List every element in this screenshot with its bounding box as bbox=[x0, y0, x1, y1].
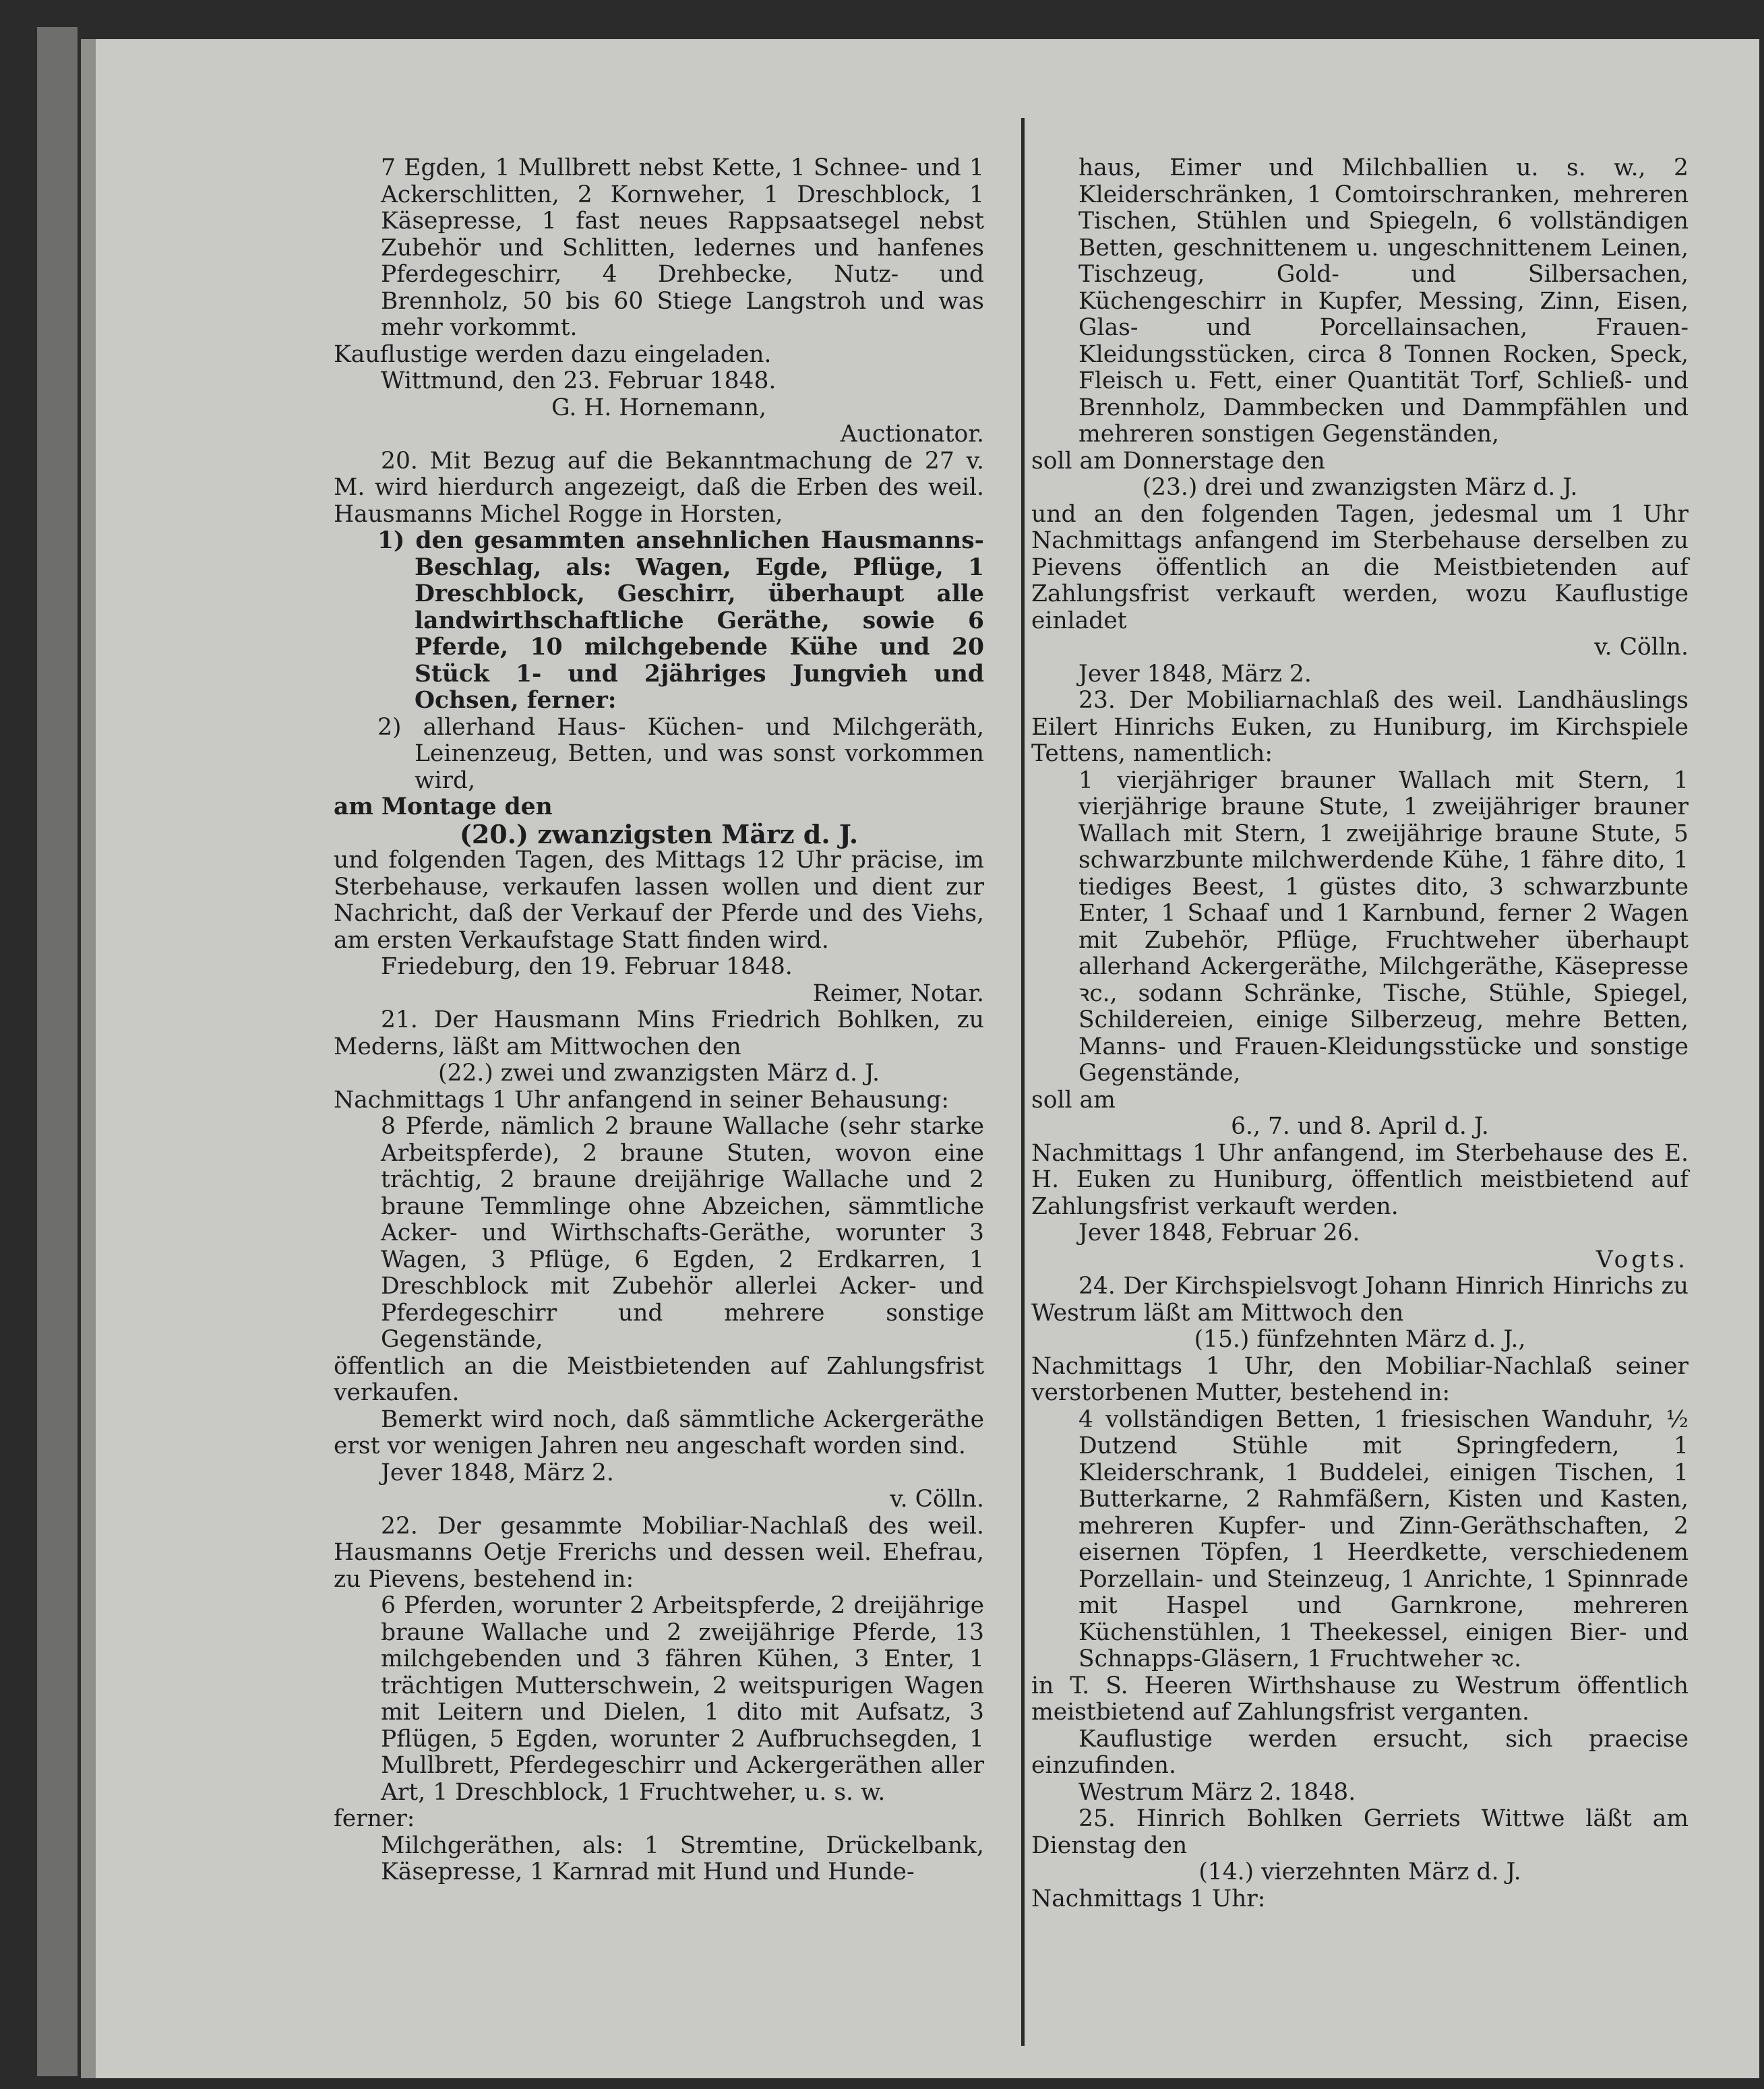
right-paragraph: Nachmittags 1 Uhr: bbox=[1031, 1885, 1266, 1912]
right-paragraph: v. Cölln. bbox=[1594, 634, 1689, 661]
right-paragraph: soll am Donnerstage den bbox=[1031, 447, 1325, 475]
column-divider bbox=[1021, 118, 1025, 2046]
left-paragraph: (20.) zwanzigsten März d. J. bbox=[459, 818, 859, 849]
right-paragraph: Westrum März 2. 1848. bbox=[1078, 1778, 1356, 1806]
left-paragraph: Bemerkt wird noch, daß sämmtliche Ackergeräthe erst vor wenigen Jahren neu angeschaft worden sind. bbox=[334, 1405, 984, 1459]
left-paragraph: 20. Mit Bezug auf die Bekanntmachung de 27 v. M. wird hierdurch angezeigt, daß die Erben des weil. Hausmanns Michel Rogge in Horsten, bbox=[334, 447, 984, 528]
right-paragraph: 1 vierjähriger brauner Wallach mit Stern, 1 vierjährige braune Stute, 1 zweijähriger brauner Wallach mit Stern, 1 zweijährige braune Stute, 5 schwarzbunte milchwerdende Kühe, 1 fähre dito, 1 tiediges Beest, 1 güstes dito, 3 schwarzbunte Enter, 1 Schaaf und 1 Karnbund, ferner 2 Wagen mit Zubehör, Pflüge, Fruchtweher überhaupt allerhand Ackergeräthe, Milchgeräthe, Käsepresse ꝛc., sodann Schränke, Tische, Stühle, Spiegel, Schildereien, einige Silberzeug, mehre Betten, Manns- und Frauen-Kleidungsstücke und sonstige Gegenstände, bbox=[1078, 766, 1689, 1087]
right-paragraph: (14.) vierzehnten März d. J. bbox=[1198, 1858, 1521, 1885]
right-paragraph: Nachmittags 1 Uhr anfangend, im Sterbehause des E. H. Euken zu Huniburg, öffentlich meistbietend auf Zahlungsfrist verkauft werden. bbox=[1031, 1139, 1689, 1220]
left-paragraph: Kauflustige werden dazu eingeladen. bbox=[334, 340, 772, 368]
left-paragraph: (22.) zwei und zwanzigsten März d. J. bbox=[438, 1060, 880, 1087]
left-paragraph: 7 Egden, 1 Mullbrett nebst Kette, 1 Schnee- und 1 Ackerschlitten, 2 Kornweher, 1 Dreschblock, 1 Käsepresse, 1 fast neues Rappsaatsegel nebst Zubehör und Schlitten, ledernes und hanfenes Pferdegeschirr, 4 Drehbecke, Nutz- und Brennholz, 50 bis 60 Stiege Langstroh und was mehr vorkommt. bbox=[381, 154, 984, 341]
right-paragraph: (23.) drei und zwanzigsten März d. J. bbox=[1142, 474, 1578, 501]
book-spine-edge bbox=[37, 27, 78, 2076]
right-paragraph: in T. S. Heeren Wirthshause zu Westrum öffentlich meistbietend auf Zahlungsfrist verganten. bbox=[1031, 1672, 1689, 1726]
left-paragraph: Auctionator. bbox=[840, 421, 984, 448]
left-paragraph: öffentlich an die Meistbietenden auf Zahlungsfrist verkaufen. bbox=[334, 1352, 984, 1406]
right-paragraph: Vogts. bbox=[1595, 1246, 1689, 1273]
right-paragraph: Kauflustige werden ersucht, sich praecise einzufinden. bbox=[1031, 1725, 1689, 1779]
right-paragraph: Jever 1848, Februar 26. bbox=[1078, 1219, 1360, 1246]
left-paragraph: Reimer, Notar. bbox=[812, 979, 984, 1007]
left-paragraph: 2) allerhand Haus- Küchen- und Milchgeräth, Leinenzeug, Betten, und was sonst vorkommen wird, bbox=[377, 713, 984, 794]
left-paragraph: 21. Der Hausmann Mins Friedrich Bohlken, zu Mederns, läßt am Mittwochen den bbox=[334, 1006, 984, 1060]
left-paragraph: v. Cölln. bbox=[890, 1486, 984, 1513]
left-paragraph: am Montage den bbox=[334, 793, 553, 820]
right-paragraph: haus, Eimer und Milchballien u. s. w., 2 Kleiderschränken, 1 Comtoirschranken, mehreren Tischen, Stühlen und Spiegeln, 6 vollständigen Betten, geschnittenem u. ungeschnittenem Leinen, Tischzeug, Gold- und Silbersachen, Küchengeschirr in Kupfer, Messing, Zinn, Eisen, Glas- und Porcellainsachen, Frauen-Kleidungsstücken, circa 8 Tonnen Rocken, Speck, Fleisch u. Fett, einer Quantität Torf, Schließ- und Brennholz, Dammbecken und Dammpfählen und mehreren sonstigen Gegenständen, bbox=[1078, 154, 1689, 448]
right-paragraph: Nachmittags 1 Uhr, den Mobiliar-Nachlaß seiner verstorbenen Mutter, bestehend in: bbox=[1031, 1352, 1689, 1406]
left-paragraph: Milchgeräthen, als: 1 Stremtine, Drückelbank, Käsepresse, 1 Karnrad mit Hund und Hunde- bbox=[381, 1831, 984, 1885]
right-paragraph: 4 vollständigen Betten, 1 friesischen Wanduhr, ½ Dutzend Stühle mit Springfedern, 1 Kleiderschrank, 1 Buddelei, einigen Tischen, 1 Butterkarne, 2 Rahmfäßern, Kisten und Kasten, mehreren Kupfer- und Zinn-Geräthschaften, 2 eisernen Töpfen, 1 Heerdkette, verschiedenem Porzellain- und Steinzeug, 1 Anrichte, 1 Spinnrade mit Haspel und Garnkrone, mehreren Küchenstühlen, 1 Theekessel, einigen Bier- und Schnapps-Gläsern, 1 Fruchtweher ꝛc. bbox=[1078, 1405, 1689, 1672]
left-paragraph: 22. Der gesammte Mobiliar-Nachlaß des weil. Hausmanns Oetje Frerichs und dessen weil. Ehefrau, zu Pievens, bestehend in: bbox=[334, 1512, 984, 1593]
left-paragraph: 8 Pferde, nämlich 2 braune Wallache (sehr starke Arbeitspferde), 2 braune Stuten, wovon eine trächtig, 2 braune dreijährige Wallache und 2 braune Temmlinge ohne Abzeichen, sämmtliche Acker- und Wirthschafts-Geräthe, worunter 3 Wagen, 3 Pflüge, 6 Egden, 2 Erdkarren, 1 Dreschblock mit Zubehör allerlei Acker- und Pferdegeschirr und mehrere sonstige Gegenstände, bbox=[381, 1113, 984, 1353]
right-paragraph: Jever 1848, März 2. bbox=[1078, 660, 1312, 688]
left-paragraph: 6 Pferden, worunter 2 Arbeitspferde, 2 dreijährige braune Wallache und 2 zweijährige Pferde, 13 milchgebenden und 3 fähren Kühen, 3 Enter, 1 trächtigen Mutterschwein, 2 weitspurigen Wagen mit Leitern und Dielen, 1 dito mit Aufsatz, 3 Pflügen, 5 Egden, worunter 2 Aufbruchsegden, 1 Mullbrett, Pferdegeschirr und Ackergeräthen aller Art, 1 Dreschblock, 1 Fruchtweher, u. s. w. bbox=[381, 1592, 984, 1806]
left-column bbox=[334, 155, 984, 1886]
left-paragraph: Friedeburg, den 19. Februar 1848. bbox=[381, 953, 793, 980]
right-paragraph: 25. Hinrich Bohlken Gerriets Wittwe läßt am Dienstag den bbox=[1031, 1805, 1689, 1859]
left-paragraph: Wittmund, den 23. Februar 1848. bbox=[381, 367, 777, 394]
right-paragraph: (15.) fünfzehnten März d. J., bbox=[1194, 1326, 1526, 1353]
left-paragraph: ferner: bbox=[334, 1805, 415, 1832]
right-paragraph: soll am bbox=[1031, 1086, 1116, 1114]
right-paragraph: 24. Der Kirchspielsvogt Johann Hinrich Hinrichs zu Westrum läßt am Mittwoch den bbox=[1031, 1273, 1689, 1327]
right-column bbox=[1031, 155, 1689, 1912]
left-paragraph: Nachmittags 1 Uhr anfangend in seiner Behausung: bbox=[334, 1086, 949, 1114]
right-paragraph: 23. Der Mobiliarnachlaß des weil. Landhäuslings Eilert Hinrichs Euken, zu Huniburg, im Kirchspiele Tettens, namentlich: bbox=[1031, 687, 1689, 767]
right-paragraph: und an den folgenden Tagen, jedesmal um 1 Uhr Nachmittags anfangend im Sterbehause derselben zu Pievens öffentlich an die Meistbietenden auf Zahlungsfrist verkauft werden, wozu Kauflustige einladet bbox=[1031, 500, 1689, 634]
left-paragraph: 1) den gesammten ansehnlichen Hausmanns-Beschlag, als: Wagen, Egde, Pflüge, 1 Dreschblock, Geschirr, überhaupt alle landwirthschaftliche Geräthe, sowie 6 Pferde, 10 milchgebende Kühe und 20 Stück 1- und 2jähriges Jungvieh und Ochsen, ferner: bbox=[377, 527, 984, 714]
right-paragraph: 6., 7. und 8. April d. J. bbox=[1231, 1113, 1489, 1140]
left-paragraph: Jever 1848, März 2. bbox=[381, 1459, 614, 1486]
left-paragraph: und folgenden Tagen, des Mittags 12 Uhr präcise, im Sterbehause, verkaufen lassen wollen und dient zur Nachricht, daß der Verkauf der Pferde und des Viehs, am ersten Verkaufstage Statt finden wird. bbox=[334, 847, 984, 954]
left-paragraph: G. H. Hornemann, bbox=[551, 394, 766, 421]
